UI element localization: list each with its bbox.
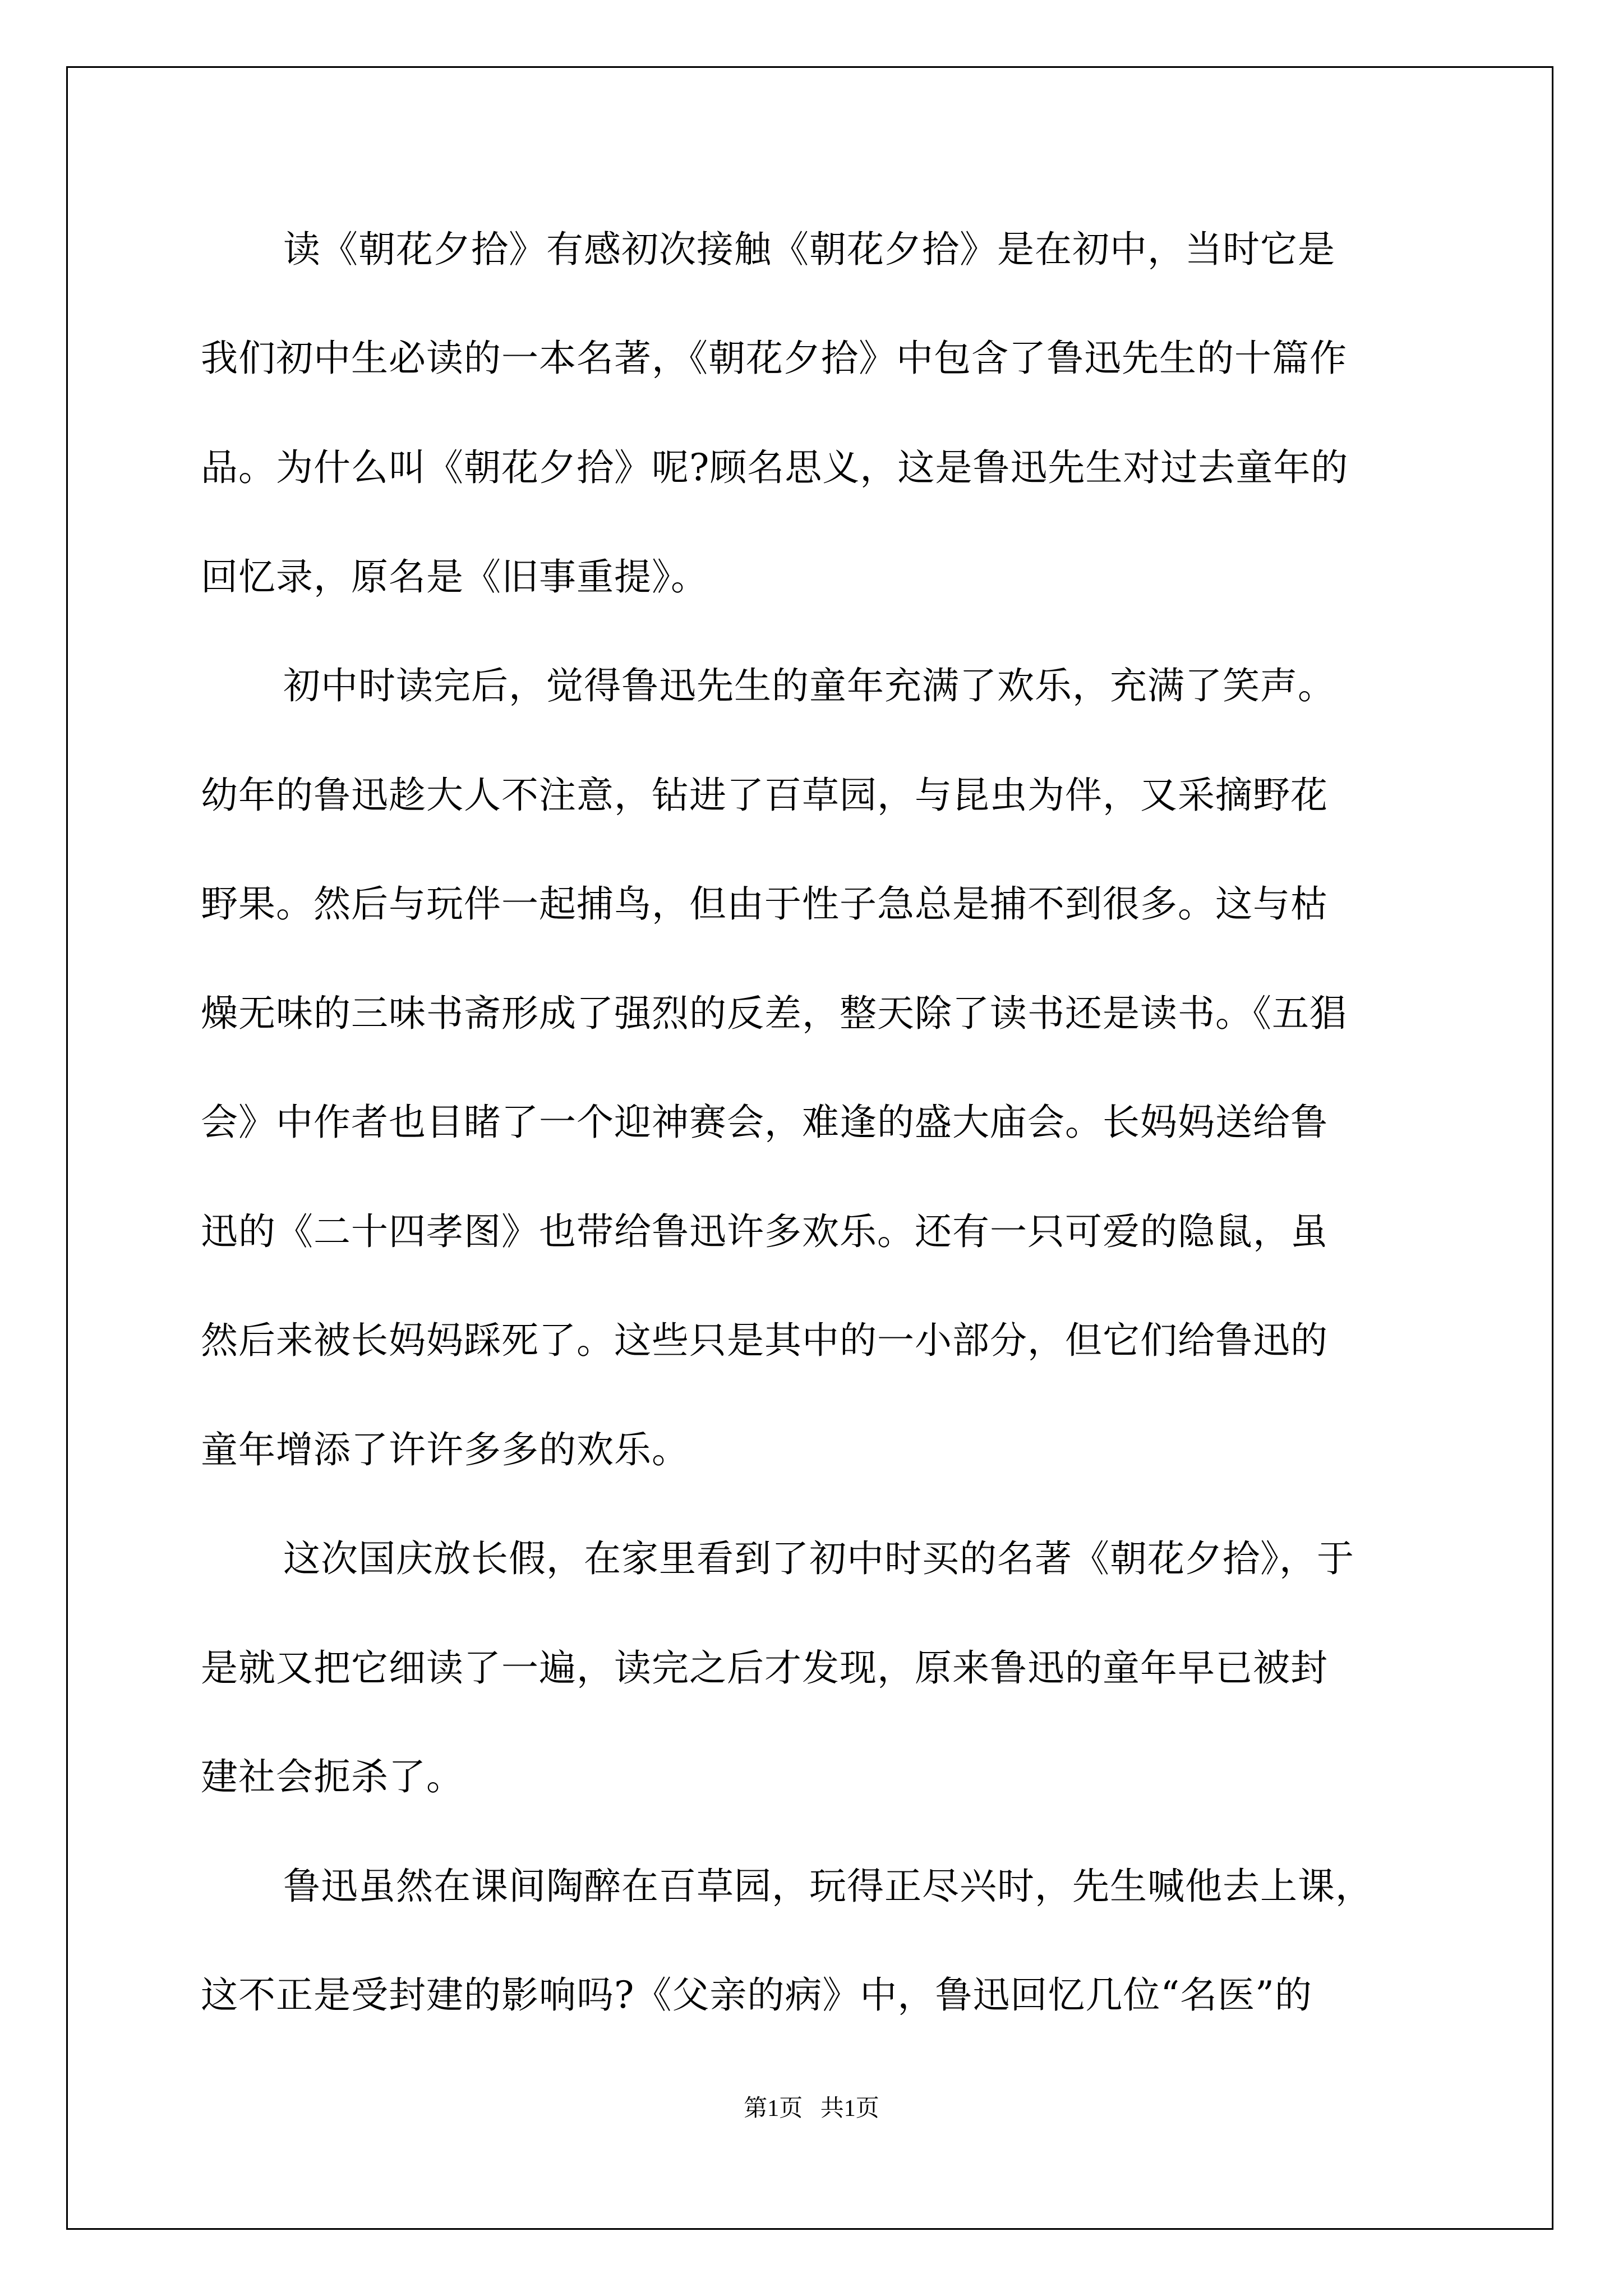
text-line: 回忆录，原名是《旧事重提》。: [201, 555, 708, 599]
page-footer: 第1页 共1页: [744, 2096, 879, 2122]
text-line: 建社会扼杀了。: [201, 1755, 464, 1798]
text-line: 野果。然后与玩伴一起捕鸟，但由于性子急总是捕不到很多。这与枯: [201, 882, 1328, 926]
text-line: 这不正是受封建的影响吗?《父亲的病》中，鲁迅回忆几位“名医”的: [201, 1973, 1312, 2017]
text-line: 初中时读完后，觉得鲁迅先生的童年充满了欢乐，充满了笑声。: [283, 664, 1335, 707]
text-line: 鲁迅虽然在课间陶醉在百草园，玩得正尽兴时，先生喊他去上课，: [283, 1865, 1373, 1908]
text-line: 幼年的鲁迅趁大人不注意，钻进了百草园，与昆虫为伴，又采摘野花: [201, 774, 1328, 817]
text-line: 迅的《二十四孝图》也带给鲁迅许多欢乐。还有一只可爱的隐鼠，虽: [201, 1210, 1328, 1253]
text-line: 这次国庆放长假，在家里看到了初中时买的名著《朝花夕拾》，于: [283, 1537, 1354, 1580]
text-line: 然后来被长妈妈踩死了。这些只是其中的一小部分，但它们给鲁迅的: [201, 1319, 1328, 1362]
text-line: 燥无味的三味书斋形成了强烈的反差，整天除了读书还是读书。《五猖: [201, 992, 1347, 1035]
text-line: 读《朝花夕拾》有感初次接触《朝花夕拾》是在初中，当时它是: [283, 228, 1335, 271]
text-line: 我们初中生必读的一本名著，《朝花夕拾》中包含了鲁迅先生的十篇作: [201, 337, 1347, 380]
text-line: 童年增添了许许多多的欢乐。: [201, 1428, 689, 1471]
text-line: 会》中作者也目睹了一个迎神赛会，难逢的盛大庙会。长妈妈送给鲁: [201, 1101, 1328, 1144]
text-line: 是就又把它细读了一遍，读完之后才发现，原来鲁迅的童年早已被封: [201, 1646, 1328, 1690]
text-line: 品。为什么叫《朝花夕拾》呢?顾名思义，这是鲁迅先生对过去童年的: [201, 446, 1349, 489]
